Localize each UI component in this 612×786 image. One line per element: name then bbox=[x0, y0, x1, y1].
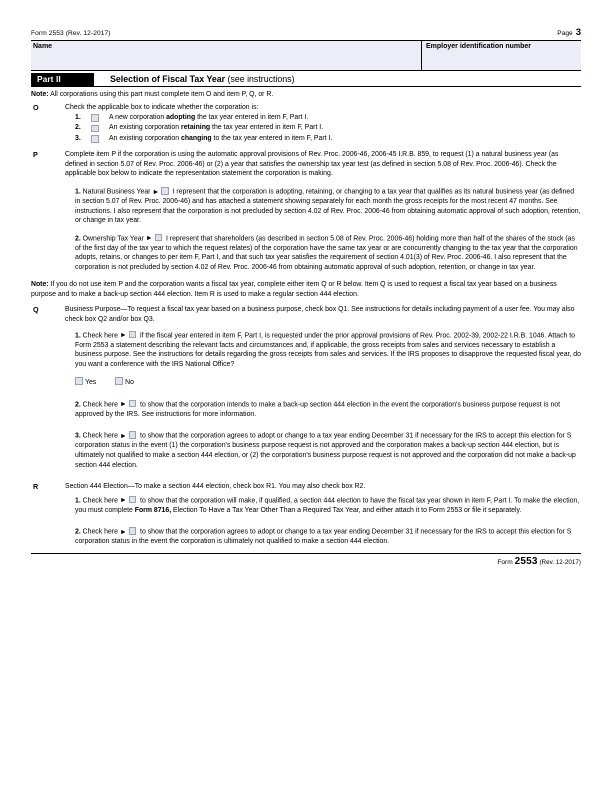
item-r-sub-1-number: 1. bbox=[75, 497, 81, 505]
note-top bbox=[31, 90, 581, 100]
item-p-sub-1-title: Natural Business Year bbox=[80, 188, 153, 196]
item-q bbox=[31, 305, 581, 324]
item-o-option-2-label: An existing corporation retaining the tax year entered in item F, Part I. bbox=[109, 124, 324, 132]
item-p-sub-1-number: 1. bbox=[75, 188, 81, 196]
right-arrow-icon: ► bbox=[152, 188, 160, 196]
item-o-option-2[interactable] bbox=[31, 123, 581, 134]
item-p-sub-2-title: Ownership Tax Year bbox=[80, 235, 146, 243]
item-r-sub-1-lead: Check here bbox=[80, 497, 120, 505]
checkbox-p1[interactable] bbox=[161, 187, 169, 195]
no-label: No bbox=[125, 378, 134, 386]
item-o-option-2-number: 2. bbox=[75, 124, 81, 132]
item-o-option-3[interactable] bbox=[31, 134, 581, 145]
part-ii-header bbox=[31, 73, 581, 87]
item-r-sub-2-number: 2. bbox=[75, 528, 81, 536]
item-p-sub-2 bbox=[31, 234, 581, 273]
footer-revision: (Rev. 12-2017) bbox=[539, 558, 581, 566]
item-r-letter: R bbox=[33, 482, 39, 492]
right-arrow-icon: ► bbox=[119, 528, 127, 536]
item-q-sub-1-number: 1. bbox=[75, 332, 81, 340]
item-r-sub-1-text-a: to show that the corporation will make, if qualified, a section 444 election to have the fiscal tax year shown in item F, Part I. To make the election, you must complete bbox=[75, 497, 580, 514]
checkbox-q2[interactable] bbox=[129, 400, 137, 408]
item-p-sub-2-text: I represent that shareholders (as described in section 5.08 of Rev. Proc. 2006-46) holding more than half of the shares of the stock (as of the first day of the tax year to which the request relates) of the corporation have the same tax year or are concurrently changing to the tax year that the corporation adopts, retains, or changes to per item F, Part I, and that such tax year satisfies the requirement of section 4.01(3) of Rev. Proc. 2006-46. I also represent that the corporation is not precluded by section 4.02 of Rev. Proc. 2006-46 from obtaining automatic approval of such adoption, retention, or change in tax year. bbox=[75, 235, 578, 271]
item-q-sub-2-number: 2. bbox=[75, 401, 81, 409]
name-label: Name bbox=[33, 42, 53, 50]
ein-label: Employer identification number bbox=[426, 42, 532, 50]
part-title-parenthetical: (see instructions) bbox=[227, 73, 295, 84]
page-label: Page bbox=[557, 30, 573, 37]
item-q-sub-3-lead: Check here bbox=[80, 432, 120, 440]
right-arrow-icon: ► bbox=[119, 497, 127, 505]
footer-form-number: 2553 bbox=[514, 555, 538, 567]
item-r-sub-2-lead: Check here bbox=[80, 528, 120, 536]
note-top-text: All corporations using this part must complete item O and item P, Q, or R. bbox=[48, 90, 274, 98]
note-label-top: Note: bbox=[31, 90, 49, 98]
checkbox-r1[interactable] bbox=[129, 496, 137, 504]
note-label-middle: Note: bbox=[31, 281, 49, 289]
item-p-sub-1-text: I represent that the corporation is adopting, retaining, or changing to a tax year that qualifies as its natural business year (as defined in section 5.07 of Rev. Proc. 2006-46) and has attached a statement showing separately for each month the gross receipts for the most recent 47 months. See instructions. I also represent that the corporation is not precluded by section 4.02 of Rev. Proc. 2006-46 from obtaining automatic approval of such adoption, retention, or change in tax year. bbox=[75, 188, 581, 225]
checkbox-o3[interactable] bbox=[91, 135, 99, 146]
item-p-letter: P bbox=[33, 150, 38, 160]
item-o bbox=[31, 103, 581, 113]
item-q-sub-3-text: to show that the corporation agrees to adopt or change to a tax year ending December 31 if necessary for the IRS to accept this election for S corporation status in the event (1) the corporation's business purpose request is not approved and the corporation makes a back-up section 444 election, but is ultimately not qualified to make a section 444 election, or (2) the corporation's business purpose request is not approved and the corporation did not make a back-up section 444 election. bbox=[75, 432, 576, 469]
right-arrow-icon: ► bbox=[119, 332, 127, 340]
footer-form-word: Form bbox=[497, 558, 513, 566]
page-header bbox=[31, 28, 581, 40]
yes-label: Yes bbox=[85, 378, 97, 386]
item-q-sub-1 bbox=[31, 331, 581, 370]
item-q-letter: Q bbox=[33, 305, 39, 315]
name-field[interactable] bbox=[31, 41, 421, 70]
item-r-sub-1 bbox=[31, 496, 581, 516]
checkbox-q1[interactable] bbox=[129, 331, 137, 339]
item-q-sub-3 bbox=[31, 431, 581, 470]
item-r-sub-2 bbox=[31, 527, 581, 547]
item-q-sub-2 bbox=[31, 400, 581, 420]
right-arrow-icon: ► bbox=[119, 401, 127, 409]
item-q-sub-3-number: 3. bbox=[75, 432, 81, 440]
item-q-sub-2-text: to show that the corporation intends to make a back-up section 444 election in the event the corporation's business purpose request is not approved by the IRS. See instructions for more information. bbox=[75, 401, 561, 418]
item-o-option-1-number: 1. bbox=[75, 113, 81, 121]
page-indicator bbox=[557, 28, 581, 38]
item-r-sub-2-text: to show that the corporation agrees to adopt or change to a tax year ending December 31 if necessary for the IRS to accept this election for S corporation status in the event the corporation is ultimately not qualified to make a section 444 election. bbox=[75, 528, 572, 546]
page-number: 3 bbox=[575, 27, 581, 38]
checkbox-no[interactable] bbox=[115, 377, 123, 385]
item-o-intro: Check the applicable box to indicate whether the corporation is: bbox=[65, 104, 259, 112]
item-q-sub-1-text: if the fiscal year entered in item F, Part I, is requested under the prior approval provisions of Rev. Proc. 2002-39, 2002-22 I.R.B. 1046. Attach to Form 2553 a statement describing the relevant facts and circumstances and, if applicable, the gross receipts from sales and services necessary to establish a business purpose. See the instructions for details regarding the gross receipts from sales and services. If the IRS proposes to disapprove the requested fiscal year, do you want a conference with the IRS National Office? bbox=[75, 332, 581, 368]
form-page bbox=[31, 28, 581, 568]
checkbox-yes[interactable] bbox=[75, 377, 83, 385]
form-body bbox=[31, 87, 581, 547]
item-o-letter: O bbox=[33, 103, 39, 113]
item-r-sub-1-text-b: Election To Have a Tax Year Other Than a Required Tax Year, and either attach it to Form 2553 or file it separately. bbox=[171, 506, 522, 514]
yes-option[interactable] bbox=[75, 377, 96, 388]
item-p-intro: Complete item P if the corporation is using the automatic approval provisions of Rev. Proc. 2006-46, 2006-45 I.R.B. 859, to request (1) a natural business year (as defined in section 5.07 of Rev. Proc. 2006-46) or (2) a year that satisfies the ownership tax year test (as defined in section 5.08 of Rev. Proc. 2006-46). Check the applicable box below to indicate the representation statement the corporation is making. bbox=[65, 151, 559, 178]
part-title-text: Selection of Fiscal Tax Year bbox=[110, 73, 226, 84]
item-o-option-1-label: A new corporation adopting the tax year entered in item F, Part I. bbox=[109, 113, 309, 121]
item-q-conference-answer bbox=[31, 377, 581, 388]
checkbox-q3[interactable] bbox=[129, 431, 137, 439]
item-r bbox=[31, 482, 581, 492]
no-option[interactable] bbox=[115, 377, 134, 388]
ein-field[interactable] bbox=[421, 41, 581, 70]
item-o-option-3-label: An existing corporation changing to the tax year entered in item F, Part I. bbox=[109, 134, 333, 142]
item-p-sub-2-number: 2. bbox=[75, 235, 81, 243]
item-o-option-1[interactable] bbox=[31, 113, 581, 124]
item-q-sub-2-lead: Check here bbox=[80, 401, 120, 409]
note-middle-text: If you do not use item P and the corporation wants a fiscal tax year, complete either item Q or R below. Item Q is used to request a fiscal tax year based on a business purpose and to make a back-up section 444 election. Item R is used to make a regular section 444 election. bbox=[31, 281, 557, 298]
item-p bbox=[31, 150, 581, 179]
checkbox-r2[interactable] bbox=[129, 527, 137, 535]
form-id-label: Form 2553 (Rev. 12-2017) bbox=[31, 30, 111, 37]
right-arrow-icon: ► bbox=[119, 432, 127, 440]
item-q-intro: Business Purpose—To request a fiscal tax year based on a business purpose, check box Q1. See instructions for details including payment of a user fee. You may also check box Q2 and/or box Q3. bbox=[65, 306, 575, 324]
page-footer bbox=[31, 553, 581, 568]
part-title bbox=[94, 73, 295, 86]
identification-table bbox=[31, 40, 581, 71]
right-arrow-icon: ► bbox=[145, 235, 153, 243]
part-tag: Part II bbox=[31, 73, 94, 86]
item-r-intro: Section 444 Election—To make a section 444 election, check box R1. You may also check box R2. bbox=[65, 483, 366, 491]
item-p-sub-1 bbox=[31, 187, 581, 226]
checkbox-p2[interactable] bbox=[155, 234, 163, 242]
note-middle bbox=[31, 280, 581, 299]
item-o-option-3-number: 3. bbox=[75, 134, 81, 142]
item-q-sub-1-lead: Check here bbox=[80, 332, 120, 340]
form-8716-reference: Form 8716, bbox=[134, 506, 172, 514]
